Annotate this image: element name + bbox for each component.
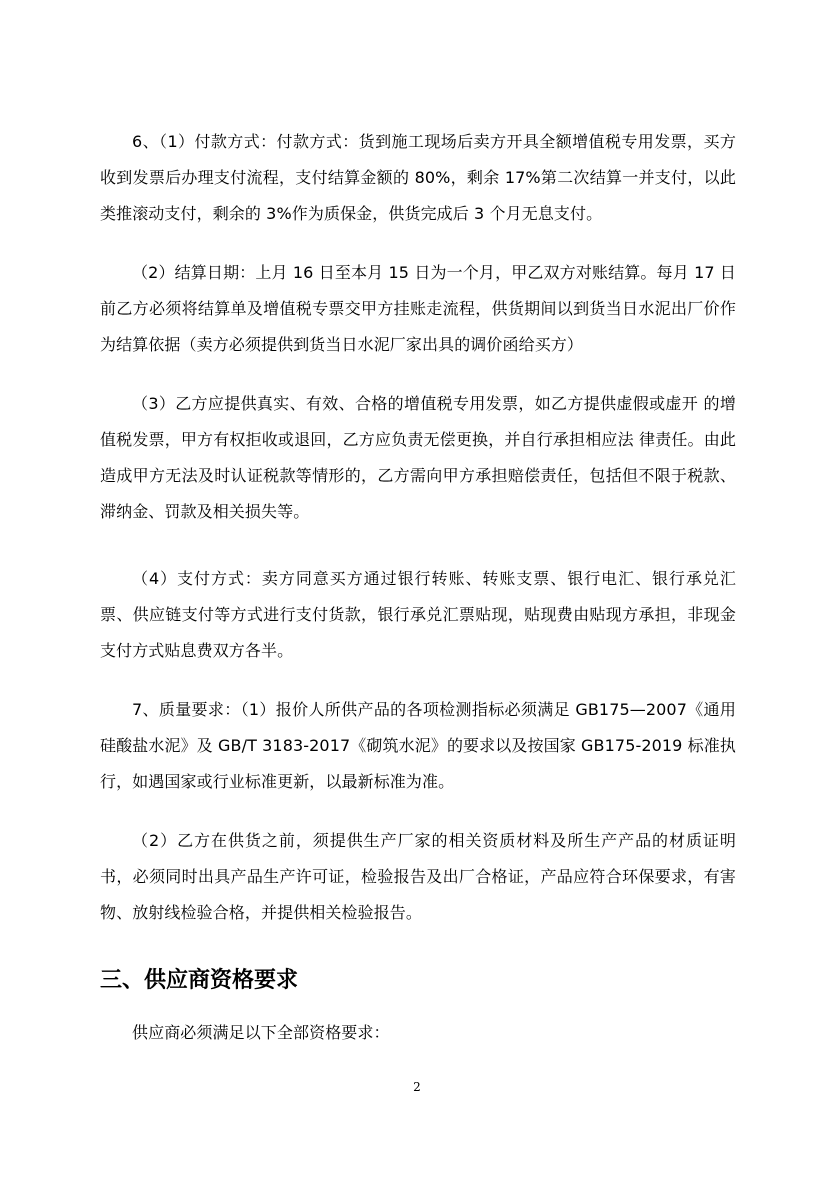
qualification-documents-paragraph: （2）乙方在供货之前，须提供生产厂家的相关资质材料及所生产产品的材质证明书，必须同时出具产品生产许可证，检验报告及出厂合格证，产品应符合环保要求，有害物、放射线检验合格，并提供相关检验报告。 — [100, 831, 736, 922]
settlement-date-paragraph: （2）结算日期：上月 16 日至本月 15 日为一个月，甲乙双方对账结算。每月 17 日前乙方必须将结算单及增值税专票交甲方挂账走流程，供货期间以到货当日水泥出厂价作为结算依据（卖方必须提供到货当日水泥厂家出具的调价函给买方） — [100, 263, 736, 354]
invoice-requirement-paragraph: （3）乙方应提供真实、有效、合格的增值税专用发票，如乙方提供虚假或虚开 的增值税发票，甲方有权拒收或退回，乙方应负责无偿更换，并自行承担相应法 律责任。由此造成甲方无法及时认证税款等情形的，乙方需向甲方承担赔偿责任，包括但不限于税款、滞纳金、罚款及相关损失等。 — [100, 394, 736, 521]
page-number: 2 — [413, 1080, 421, 1094]
quality-requirement-paragraph: 7、质量要求：（1）报价人所供产品的各项检测指标必须满足 GB175—2007《通用硅酸盐水泥》及 GB/T 3183-2017《砌筑水泥》的要求以及按国家 GB175-2019 标准执行，如遇国家或行业标准更新，以最新标准为准。 — [100, 700, 736, 791]
payment-form-paragraph: （4）支付方式：卖方同意买方通过银行转账、转账支票、银行电汇、银行承兑汇票、供应链支付等方式进行支付货款，银行承兑汇票贴现，贴现费由贴现方承担，非现金支付方式贴息费双方各半。 — [100, 569, 736, 660]
section-heading: 三、供应商资格要求 — [100, 968, 299, 993]
payment-method-paragraph: 6、（1）付款方式：付款方式：货到施工现场后卖方开具全额增值税专用发票，买方收到发票后办理支付流程，支付结算金额的 80%，剩余 17%第二次结算一并支付，以此类推滚动支付，剩余的 3%作为质保金，供货完成后 3 个月无息支付。 — [100, 132, 736, 223]
section-intro: 供应商必须满足以下全部资格要求： — [132, 1023, 390, 1042]
